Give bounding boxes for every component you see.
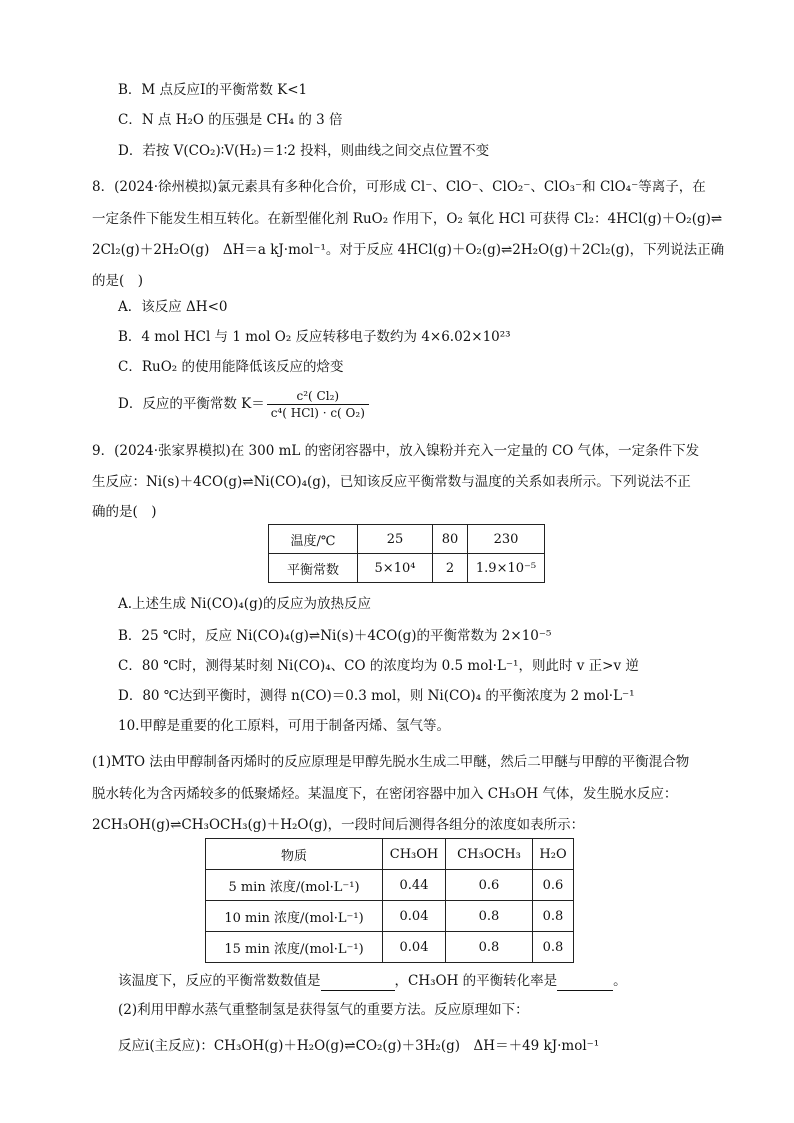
table-cell: 25 xyxy=(358,525,433,554)
table-header-row xyxy=(206,839,574,870)
q8-option-d-prefix: D．反应的平衡常数 K＝ xyxy=(118,396,265,412)
table-cell: 0.8 xyxy=(533,932,574,963)
table-cell: 0.8 xyxy=(446,901,533,932)
q10-part1-line-2: 脱水转化为含丙烯较多的低聚烯烃。某温度下，在密闭容器中加入 CH₃OH 气体，发生脱水反应： xyxy=(92,786,678,802)
fill-text-b: ，CH₃OH 的平衡转化率是 xyxy=(394,973,558,989)
table-cell: 1.9×10⁻⁵ xyxy=(468,554,545,583)
q7-option-c: C．N 点 H₂O 的压强是 CH₄ 的 3 倍 xyxy=(118,112,343,128)
table-row xyxy=(206,932,574,963)
table-cell: 温度/℃ xyxy=(269,525,358,554)
q9-option-d: D．80 ℃达到平衡时，测得 n(CO)＝0.3 mol，则 Ni(CO)₄ 的平衡浓度为 2 mol·L⁻¹ xyxy=(118,688,635,704)
q10-concentration-table xyxy=(205,838,574,963)
q9-stem-line-1: 9．(2024·张家界模拟)在 300 mL 的密闭容器中，放入镍粉并充入一定量的 CO 气体，一定条件下发 xyxy=(92,443,700,459)
q8-option-c: C．RuO₂ 的使用能降低该反应的焓变 xyxy=(118,359,344,375)
table-row xyxy=(206,901,574,932)
q8-stem-line-1: 8．(2024·徐州模拟)氯元素具有多种化合价，可形成 Cl⁻、ClO⁻、ClO₂⁻、ClO₃⁻和 ClO₄⁻等离子，在 xyxy=(92,179,706,195)
q8-stem-line-3: 2Cl₂(g)＋2H₂O(g) ΔH＝a kJ·mol⁻¹。对于反应 4HCl(g)＋O₂(g)⇌2H₂O(g)＋2Cl₂(g)，下列说法正确 xyxy=(92,242,725,258)
table-cell: CH₃OH xyxy=(383,839,446,870)
q10-reaction-i: 反应ⅰ(主反应)：CH₃OH(g)＋H₂O(g)⇌CO₂(g)＋3H₂(g) ΔH＝＋49 kJ·mol⁻¹ xyxy=(118,1038,600,1054)
fill-text-c: 。 xyxy=(613,973,627,989)
table-cell: 0.6 xyxy=(446,870,533,901)
table-header-row xyxy=(269,525,545,554)
table-row xyxy=(206,870,574,901)
q10-part1-line-3: 2CH₃OH(g)⇌CH₃OCH₃(g)＋H₂O(g)，一段时间后测得各组分的浓度如表所示： xyxy=(92,817,585,833)
q8-option-a: A．该反应 ΔH<0 xyxy=(118,299,228,315)
table-cell: 5×10⁴ xyxy=(358,554,433,583)
table-cell: 0.04 xyxy=(383,932,446,963)
fraction-numerator: c²( Cl₂) xyxy=(267,388,369,405)
table-cell: 10 min 浓度/(mol·L⁻¹) xyxy=(206,901,383,932)
answer-blank-constant[interactable] xyxy=(321,970,395,991)
q7-option-b: B．M 点反应Ⅰ的平衡常数 K<1 xyxy=(118,82,308,98)
table-cell: 0.6 xyxy=(533,870,574,901)
table-cell: 0.04 xyxy=(383,901,446,932)
table-cell: 230 xyxy=(468,525,545,554)
q9-option-a: A.上述生成 Ni(CO)₄(g)的反应为放热反应 xyxy=(118,596,371,612)
table-cell: 2 xyxy=(433,554,468,583)
table-cell: 0.8 xyxy=(446,932,533,963)
q9-stem-line-3: 确的是( ) xyxy=(92,504,157,520)
q7-option-d: D．若按 V(CO₂)∶V(H₂)＝1∶2 投料，则曲线之间交点位置不变 xyxy=(118,143,490,159)
q9-option-b: B．25 ℃时，反应 Ni(CO)₄(g)⇌Ni(s)＋4CO(g)的平衡常数为 2×10⁻⁵ xyxy=(118,628,552,644)
table-cell: 0.8 xyxy=(533,901,574,932)
q9-stem-line-2: 生反应：Ni(s)＋4CO(g)⇌Ni(CO)₄(g)，已知该反应平衡常数与温度的关系如表所示。下列说法不正 xyxy=(92,474,691,490)
q10-part1-fill-line xyxy=(118,970,627,991)
table-cell: 物质 xyxy=(206,839,383,870)
q8-stem-line-2: 一定条件下能发生相互转化。在新型催化剂 RuO₂ 作用下，O₂ 氧化 HCl 可获得 Cl₂：4HCl(g)＋O₂(g)⇌ xyxy=(92,211,723,227)
table-cell: H₂O xyxy=(533,839,574,870)
table-cell: 5 min 浓度/(mol·L⁻¹) xyxy=(206,870,383,901)
table-cell: 15 min 浓度/(mol·L⁻¹) xyxy=(206,932,383,963)
q9-constant-table xyxy=(268,524,545,583)
q10-part1-line-1: (1)MTO 法由甲醇制备丙烯时的反应原理是甲醇先脱水生成二甲醚，然后二甲醚与甲醇的平衡混合物 xyxy=(92,754,690,770)
q10-part2-intro: (2)利用甲醇水蒸气重整制氢是获得氢气的重要方法。反应原理如下： xyxy=(118,1002,529,1018)
table-row xyxy=(269,554,545,583)
q8-option-b: B．4 mol HCl 与 1 mol O₂ 反应转移电子数约为 4×6.02×10²³ xyxy=(118,329,511,345)
q9-option-c: C．80 ℃时，测得某时刻 Ni(CO)₄、CO 的浓度均为 0.5 mol·L⁻¹，则此时 v 正>v 逆 xyxy=(118,658,639,674)
answer-blank-conversion[interactable] xyxy=(557,970,613,991)
table-cell: 平衡常数 xyxy=(269,554,358,583)
q8-option-d xyxy=(118,386,369,422)
fraction-denominator: c⁴( HCl) · c( O₂) xyxy=(270,406,365,420)
table-cell: 80 xyxy=(433,525,468,554)
fill-text-a: 该温度下，反应的平衡常数数值是 xyxy=(118,973,321,989)
table-cell: 0.44 xyxy=(383,870,446,901)
table-cell: CH₃OCH₃ xyxy=(446,839,533,870)
equilibrium-constant-fraction xyxy=(267,388,369,421)
q10-stem: 10.甲醇是重要的化工原料，可用于制备丙烯、氢气等。 xyxy=(118,718,450,734)
q8-stem-line-4: 的是( ) xyxy=(92,273,144,289)
